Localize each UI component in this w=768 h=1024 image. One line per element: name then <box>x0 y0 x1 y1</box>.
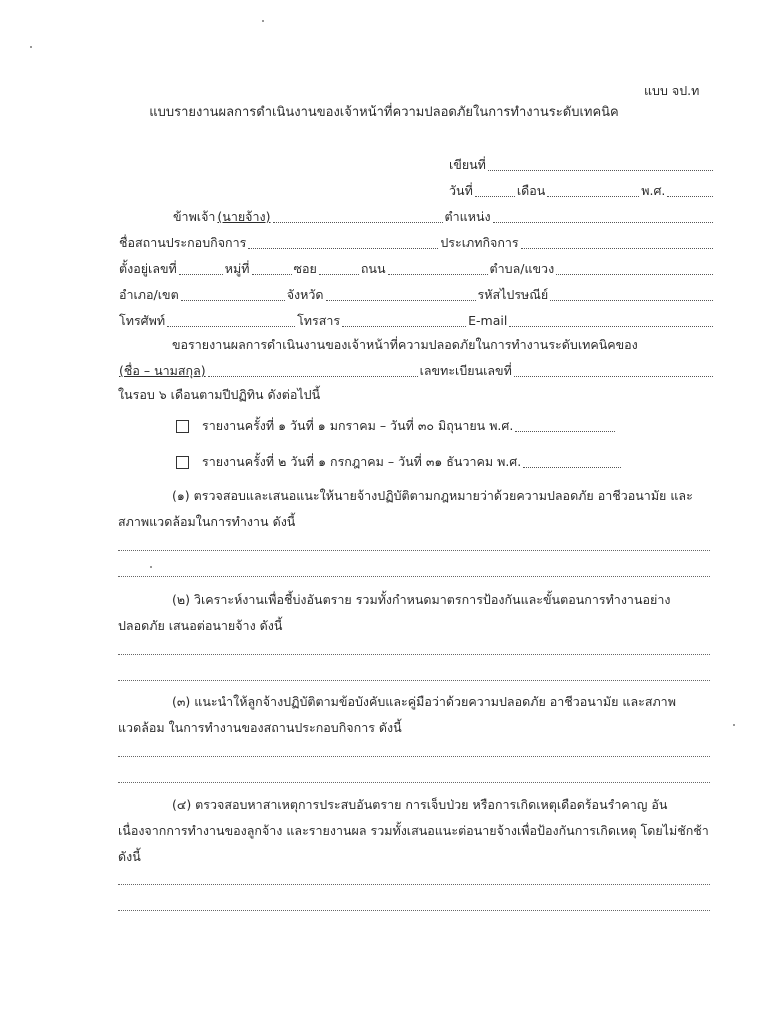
officer-row <box>118 360 714 380</box>
address-no-field[interactable] <box>179 261 223 275</box>
written-at-row <box>448 154 714 174</box>
form-title: แบบรายงานผลการดำเนินงานของเจ้าหน้าที่ความปลอดภัยในการทำงานระดับเทคนิค <box>149 105 619 120</box>
reg-no-field[interactable] <box>514 363 713 377</box>
officer-name-label: (ชื่อ – นามสกุล) <box>119 363 206 378</box>
day-field[interactable] <box>475 183 515 197</box>
section-2-answer-line[interactable] <box>118 653 710 655</box>
employer-row <box>118 206 714 226</box>
province-field[interactable] <box>326 287 476 301</box>
day-label: วันที่ <box>449 183 473 198</box>
month-label: เดือน <box>516 183 546 198</box>
section-4-text: (๔) ตรวจสอบหาสาเหตุการประสบอันตราย การเจ็บป่วย หรือการเกิดเหตุเดือดร้อนรำคาญ อันเนื่องจากการทำงานของลูกจ้าง และรายงานผล รวมทั้งเสนอแนะต่อนายจ้างเพื่อป้องกันการเกิดเหตุ โดยไม่ชักช้า ดังนี้ <box>118 797 709 864</box>
phone-label: โทรศัพท์ <box>119 313 166 328</box>
report-period: ในรอบ ๖ เดือนตามปีปฏิทิน ดังต่อไปนี้ <box>118 387 321 402</box>
section-3-text: (๓) แนะนำให้ลูกจ้างปฏิบัติตามข้อบังคับและคู่มือว่าด้วยความปลอดภัย อาชีวอนามัย และสภาพแวดล้อม ในการทำงานของสถานประกอบกิจการ ดังนี้ <box>118 694 676 735</box>
district-label: อำเภอ/เขต <box>119 287 179 302</box>
province-label: จังหวัด <box>286 287 324 302</box>
road-field[interactable] <box>388 261 488 275</box>
fax-field[interactable] <box>342 313 466 327</box>
option-1-checkbox[interactable] <box>176 420 189 433</box>
option-1-label: รายงานครั้งที่ ๑ วันที่ ๑ มกราคม – วันที่ ๓๐ มิถุนายน พ.ศ. <box>202 418 514 433</box>
email-field[interactable] <box>509 313 713 327</box>
email-label: E-mail <box>468 313 508 328</box>
address-row-2 <box>118 284 714 304</box>
position-label: ตำแหน่ง <box>444 209 491 224</box>
option-2-row[interactable] <box>176 452 622 472</box>
section-1-text: (๑) ตรวจสอบและเสนอแนะให้นายจ้างปฏิบัติตามกฎหมายว่าด้วยความปลอดภัย อาชีวอนามัย และสภาพแวดล้อมในการทำงาน ดังนี้ <box>118 488 693 529</box>
postcode-field[interactable] <box>550 287 713 301</box>
option-2-year-field[interactable] <box>523 454 621 468</box>
section-4-answer-line[interactable] <box>118 909 710 911</box>
date-row <box>448 180 714 200</box>
employer-note: (นายจ้าง) <box>217 209 271 224</box>
employer-name-field[interactable] <box>273 209 443 223</box>
year-label: พ.ศ. <box>641 183 666 198</box>
contact-row <box>118 310 714 330</box>
section-3-answer-line[interactable] <box>118 755 710 757</box>
section-1-answer-line[interactable] <box>118 575 710 577</box>
scan-speck <box>30 46 32 48</box>
business-name-label: ชื่อสถานประกอบกิจการ <box>119 235 247 250</box>
section-4-answer-line[interactable] <box>118 883 710 885</box>
subdistrict-field[interactable] <box>556 261 713 275</box>
month-field[interactable] <box>547 183 639 197</box>
business-row <box>118 232 714 252</box>
address-row-1 <box>118 258 714 278</box>
year-field[interactable] <box>667 183 713 197</box>
moo-label: หมู่ที่ <box>224 261 250 276</box>
scan-speck <box>262 20 264 22</box>
position-field[interactable] <box>493 209 713 223</box>
option-1-row[interactable] <box>176 416 616 436</box>
employer-label: ข้าพเจ้า <box>173 209 216 224</box>
written-at-field[interactable] <box>488 157 713 171</box>
reg-no-label: เลขทะเบียนเลขที่ <box>419 363 512 378</box>
business-type-field[interactable] <box>521 235 713 249</box>
option-2-checkbox[interactable] <box>176 456 189 469</box>
road-label: ถนน <box>360 261 386 276</box>
scan-speck <box>733 724 735 726</box>
section-2-answer-line[interactable] <box>118 679 710 681</box>
scan-speck <box>150 566 152 568</box>
soi-label: ซอย <box>293 261 317 276</box>
district-field[interactable] <box>181 287 285 301</box>
postcode-label: รหัสไปรษณีย์ <box>477 287 549 302</box>
form-code: แบบ จป.ท <box>644 83 700 98</box>
option-2-label: รายงานครั้งที่ ๒ วันที่ ๑ กรกฎาคม – วันที่ ๓๑ ธันวาคม พ.ศ. <box>202 454 522 469</box>
soi-field[interactable] <box>319 261 359 275</box>
subdistrict-label: ตำบล/แขวง <box>489 261 555 276</box>
business-type-label: ประเภทกิจการ <box>440 235 519 250</box>
written-at-label: เขียนที่ <box>449 157 486 172</box>
section-1-answer-line[interactable] <box>118 549 710 551</box>
section-3-answer-line[interactable] <box>118 781 710 783</box>
address-no-label: ตั้งอยู่เลขที่ <box>119 261 177 276</box>
fax-label: โทรสาร <box>297 313 341 328</box>
moo-field[interactable] <box>252 261 292 275</box>
section-2-text: (๒) วิเคราะห์งานเพื่อชี้บ่งอันตราย รวมทั้งกำหนดมาตรการป้องกันและขั้นตอนการทำงานอย่างปลอดภัย เสนอต่อนายจ้าง ดังนี้ <box>118 592 671 633</box>
phone-field[interactable] <box>167 313 295 327</box>
officer-name-field[interactable] <box>208 363 418 377</box>
report-intro: ขอรายงานผลการดำเนินงานของเจ้าหน้าที่ความปลอดภัยในการทำงานระดับเทคนิคของ <box>172 337 638 352</box>
business-name-field[interactable] <box>248 235 438 249</box>
option-1-year-field[interactable] <box>515 418 615 432</box>
